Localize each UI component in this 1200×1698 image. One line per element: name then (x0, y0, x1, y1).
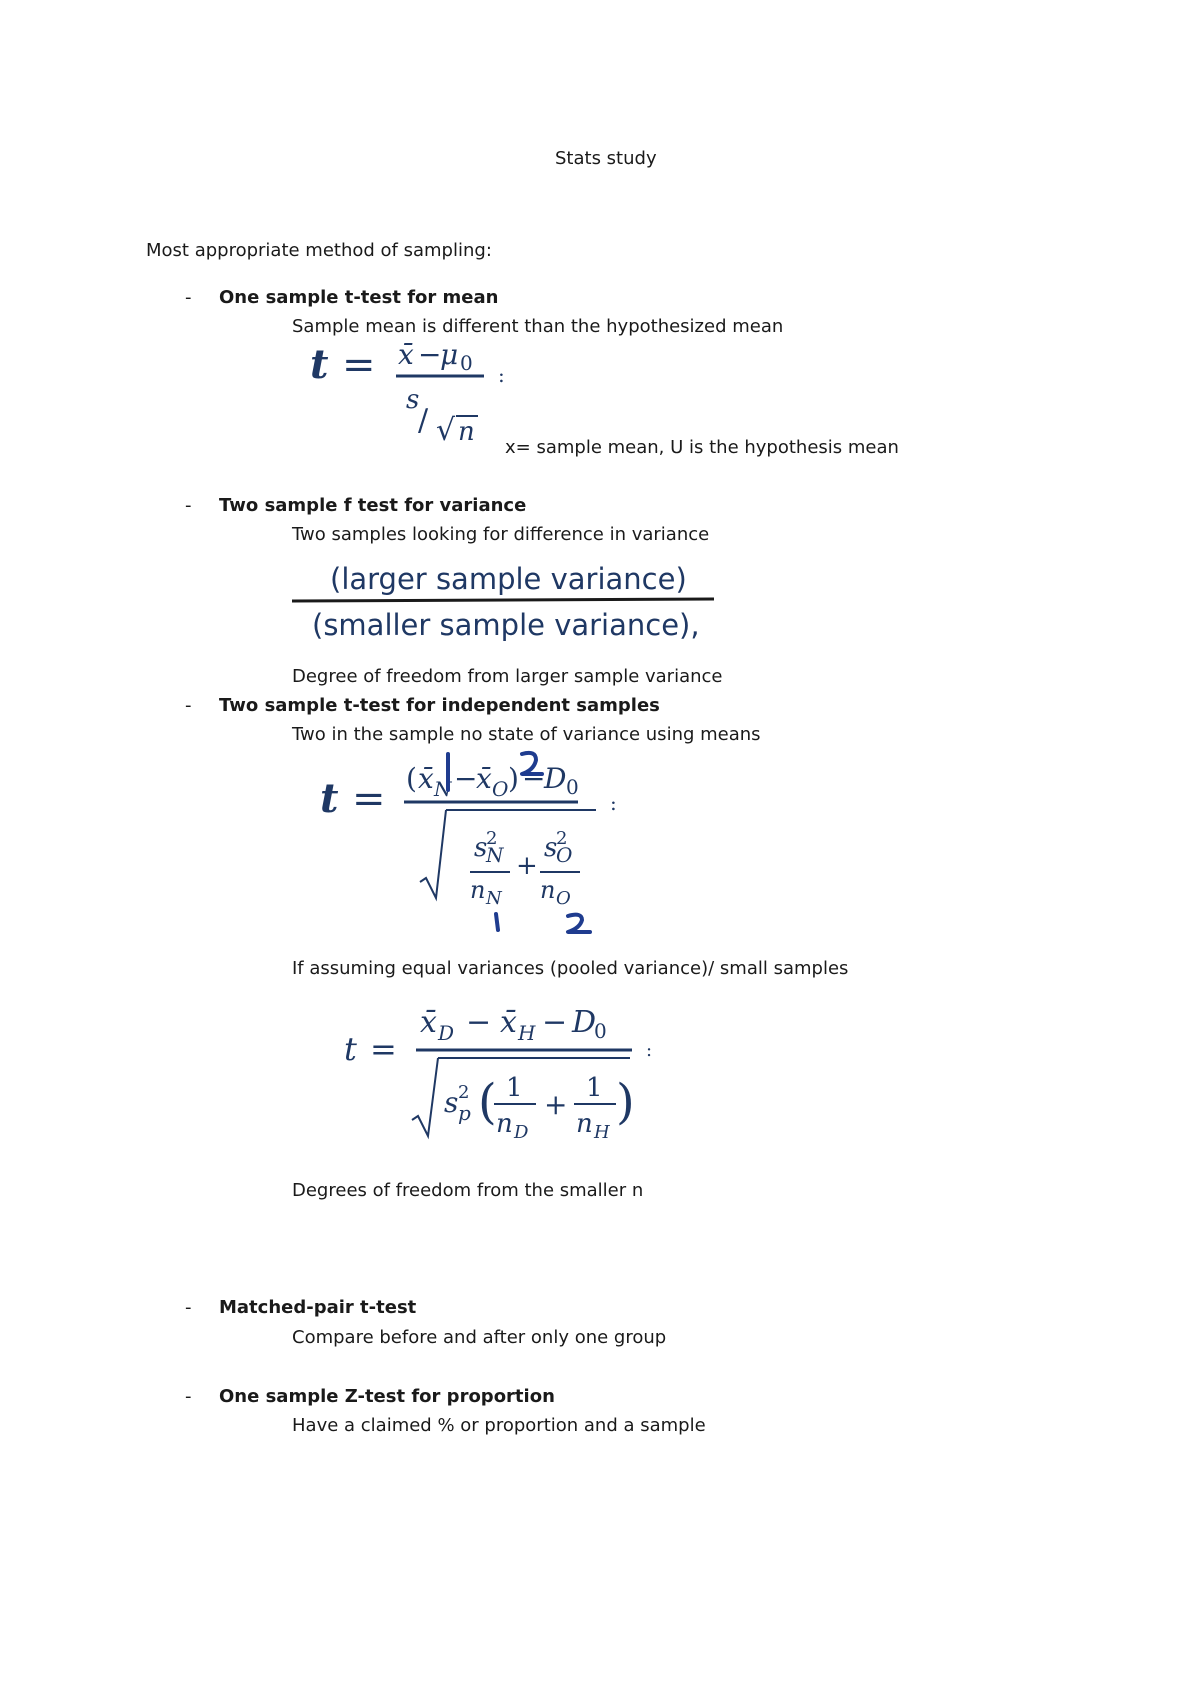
svg-text:2: 2 (458, 1082, 470, 1103)
svg-text:+: + (516, 851, 538, 881)
bullet-dash: - (185, 287, 192, 308)
svg-text:n: n (576, 1109, 593, 1139)
bullet-dash: - (185, 695, 192, 716)
svg-text:x̄: x̄ (398, 338, 414, 371)
svg-text:0: 0 (594, 1019, 607, 1043)
section-heading: Matched-pair t-test (219, 1297, 417, 1318)
svg-text:H: H (594, 1122, 610, 1143)
svg-text:1: 1 (586, 1073, 603, 1103)
svg-text:t: t (310, 341, 329, 388)
section-description: Two in the sample no state of variance using means (292, 724, 761, 745)
svg-text::: : (498, 363, 505, 387)
svg-text:D: D (514, 1122, 529, 1143)
svg-text:): ) (616, 1074, 635, 1130)
svg-text:√: √ (436, 413, 456, 448)
svg-text:=: = (370, 1030, 397, 1068)
section-note: If assuming equal variances (pooled variance)/ small samples (292, 958, 849, 979)
svg-text:/: / (418, 403, 429, 438)
svg-text:=: = (352, 776, 386, 822)
section-description: Have a claimed % or proportion and a sample (292, 1415, 706, 1436)
section-note: Degree of freedom from larger sample variance (292, 666, 723, 687)
svg-text:n: n (470, 876, 486, 904)
svg-text:D: D (544, 762, 567, 795)
svg-text:0: 0 (460, 351, 473, 375)
svg-text:O: O (556, 843, 573, 867)
section-heading: One sample t-test for mean (219, 287, 499, 308)
formula-two-sample-t (310, 748, 670, 952)
formula-one-sample-t (300, 340, 540, 454)
svg-text:0: 0 (566, 775, 579, 799)
svg-text::: : (646, 1040, 653, 1061)
section-description: Two samples looking for difference in variance (292, 524, 710, 545)
section-heading: Two sample t-test for independent samples (219, 695, 660, 716)
svg-text:s: s (444, 1086, 459, 1119)
svg-text:s: s (474, 833, 488, 863)
svg-text:−: − (522, 762, 546, 795)
svg-text:x̄: x̄ (420, 1005, 437, 1040)
svg-text:−: − (418, 338, 442, 371)
intro-text: Most appropriate method of sampling: (146, 240, 492, 261)
svg-text:N: N (486, 888, 502, 909)
svg-text:t: t (320, 775, 339, 822)
svg-text:2: 2 (486, 828, 498, 849)
svg-text:x̄: x̄ (476, 762, 492, 795)
f-denominator: (smaller sample variance), (312, 608, 700, 642)
svg-text:−: − (454, 762, 478, 795)
formula-f-test (290, 553, 730, 657)
formula-pooled-t (340, 1000, 680, 1154)
svg-text:s: s (406, 385, 420, 415)
svg-text:O: O (556, 888, 571, 909)
svg-text:1: 1 (506, 1073, 523, 1103)
section-description: Sample mean is different than the hypothesized mean (292, 316, 784, 337)
svg-text:N: N (434, 777, 452, 801)
svg-text:(: ( (406, 762, 417, 795)
section-note: x= sample mean, U is the hypothesis mean (505, 437, 899, 458)
svg-text:−: − (542, 1005, 568, 1040)
bullet-dash: - (185, 495, 192, 516)
svg-text:D: D (572, 1005, 597, 1040)
section-heading: Two sample f test for variance (219, 495, 527, 516)
svg-text:): ) (508, 762, 519, 795)
svg-text:p: p (458, 1101, 471, 1125)
f-numerator: (larger sample variance) (330, 562, 687, 596)
svg-text:=: = (342, 342, 376, 388)
svg-text:O: O (492, 777, 509, 801)
svg-text:+: + (544, 1088, 568, 1121)
section-note: Degrees of freedom from the smaller n (292, 1180, 644, 1201)
svg-text:s: s (544, 833, 558, 863)
page-title: Stats study (555, 148, 657, 169)
svg-text:x̄: x̄ (500, 1005, 517, 1040)
svg-text:x̄: x̄ (418, 762, 434, 795)
bullet-dash: - (185, 1386, 192, 1407)
svg-text:t: t (344, 1030, 357, 1068)
svg-text::: : (610, 791, 617, 815)
section-heading: One sample Z-test for proportion (219, 1386, 555, 1407)
svg-text:2: 2 (556, 828, 568, 849)
svg-text:n: n (458, 417, 475, 447)
bullet-dash: - (185, 1297, 192, 1318)
svg-text:H: H (518, 1021, 536, 1045)
svg-text:−: − (466, 1005, 492, 1040)
svg-text:μ: μ (440, 338, 459, 371)
svg-text:(: ( (478, 1074, 497, 1130)
svg-text:N: N (486, 843, 504, 867)
svg-text:n: n (496, 1109, 513, 1139)
svg-text:n: n (540, 876, 556, 904)
svg-text:D: D (438, 1021, 455, 1045)
section-description: Compare before and after only one group (292, 1327, 667, 1348)
